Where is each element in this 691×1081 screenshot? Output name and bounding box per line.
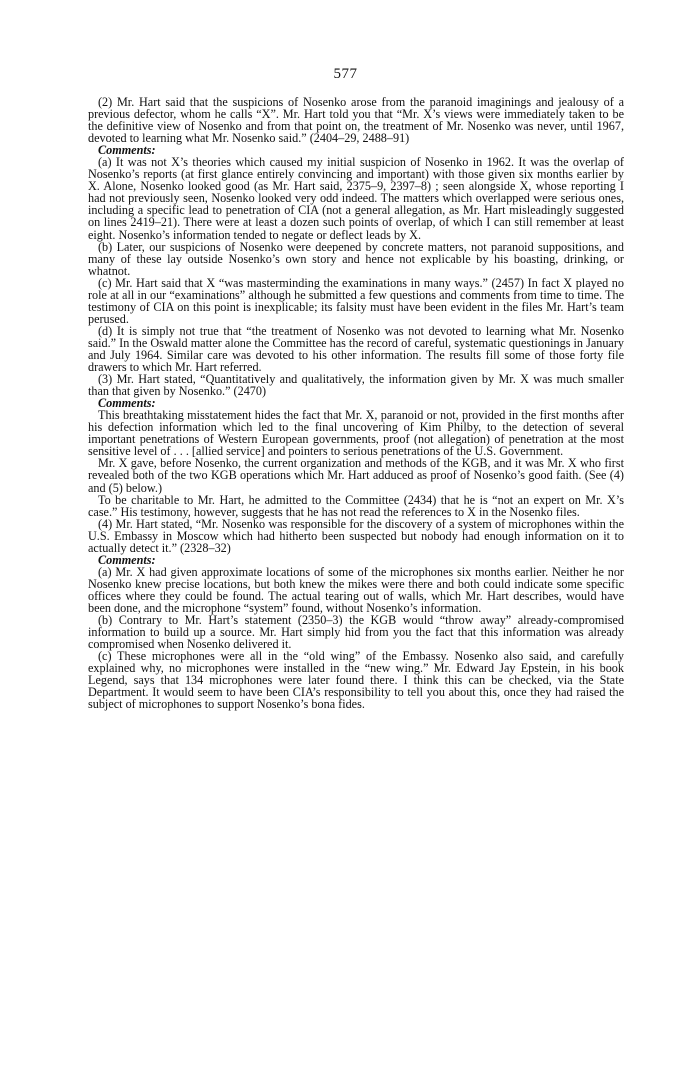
paragraph: (c) These microphones were all in the “old wing” of the Embassy. Nosenko also said, and carefully explained why, no microphones were installed in the “new wing.” Mr. Edward Jay Epstein, in his book Legend, says that 134 microphones were later found there. I think this can be checked, via the State Department. It would seem to have been CIA’s responsibility to tell you about this, once they had raised the subject of microphones to support Nosenko’s bona fides. [88, 649, 624, 712]
paragraph: (3) Mr. Hart stated, “Quantitatively and qualitatively, the information given by Mr. X was much smaller than that given by Nosenko.” (2470) [88, 372, 624, 399]
paragraph: (4) Mr. Hart stated, “Mr. Nosenko was responsible for the discovery of a system of microphones within the U.S. Embassy in Moscow which had hitherto been suspected but nobody had enough information on it to actually detect it.” (2328–32) [88, 516, 624, 555]
paragraph: (a) Mr. X had given approximate locations of some of the microphones six months earlier. Neither he nor Nosenko knew precise locations, but both knew the mikes were there and both could indicate some specific offices where they could be found. The actual tearing out of walls, which Mr. Hart describes, would have been done, and the microphone “system” found, without Nosenko’s information. [88, 564, 624, 615]
paragraph: (b) Contrary to Mr. Hart’s statement (2350–3) the KGB would “throw away” already-compromised information to build up a source. Mr. Hart simply hid from you the fact that this information was already compromised when Nosenko delivered it. [88, 613, 624, 652]
page-number: 577 [333, 66, 358, 82]
comments-heading: Comments: [98, 143, 156, 158]
paragraph: This breathtaking misstatement hides the fact that Mr. X, paranoid or not, provided in the first months after his defection information which led to the final uncovering of Kim Philby, to the detection of several important penetrations of Western European governments, proof (not allegation) of penetration at the most sensitive level of . . . [allied service] and pointers to serious penetrations of the U.S. Government. [88, 408, 624, 459]
comments-heading: Comments: [98, 552, 156, 567]
body-text [88, 96, 624, 710]
paragraph: (d) It is simply not true that “the treatment of Nosenko was not devoted to learning what Mr. Nosenko said.” In the Oswald matter alone the Committee has the record of careful, systematic questionings in January and July 1964. Similar care was devoted to his other information. The results fill some of those forty file drawers to which Mr. Hart referred. [88, 323, 624, 375]
paragraph: (b) Later, our suspicions of Nosenko were deepened by concrete matters, not paranoid suppositions, and many of these lay outside Nosenko’s own story and hence not explicable by his boasting, drinking, or whatnot. [88, 239, 624, 278]
comments-heading: Comments: [98, 396, 156, 411]
paragraph: (a) It was not X’s theories which caused my initial suspicion of Nosenko in 1962. It was the overlap of Nosenko’s reports (at first glance entirely convincing and important) with those given six months earlier by X. Alone, Nosenko looked good (as Mr. Hart said, 2375–9, 2397–8) ; seen alongside X, whose reporting I had not previously seen, Nosenko looked very odd indeed. The matters which overlapped were serious ones, including a specific lead to penetration of CIA (not a general allegation, as Mr. Hart misleadingly suggested on lines 2419–21). There were at least a dozen such points of overlap, of which I can still remember at least eight. Nosenko’s information tended to negate or deflect leads by X. [88, 155, 624, 242]
paragraph: (2) Mr. Hart said that the suspicions of Nosenko arose from the paranoid imaginings and jealousy of a previous defector, whom he calls “X”. Mr. Hart told you that “Mr. X’s views were immediately taken to be the definitive view of Nosenko and from that point on, the treatment of Mr. Nosenko was never, until 1967, devoted to learning what Mr. Nosenko said.” (2404–29, 2488–91) [88, 95, 624, 146]
paragraph: Mr. X gave, before Nosenko, the current organization and methods of the KGB, and it was Mr. X who first revealed both of the two KGB operations which Mr. Hart adduced as proof of Nosenko’s good faith. (See (4) and (5) below.) [88, 456, 624, 495]
paragraph: To be charitable to Mr. Hart, he admitted to the Committee (2434) that he is “not an expert on Mr. X’s case.” His testimony, however, suggests that he has not read the references to X in the Nosenko files. [88, 492, 624, 519]
paragraph: (c) Mr. Hart said that X “was masterminding the examinations in many ways.” (2457) In fact X played no role at all in our “examinations” although he submitted a few questions and comments from time to time. The testimony of CIA on this point is inexplicable; its falsity must have been evident in the files Mr. Hart’s team perused. [88, 275, 624, 326]
